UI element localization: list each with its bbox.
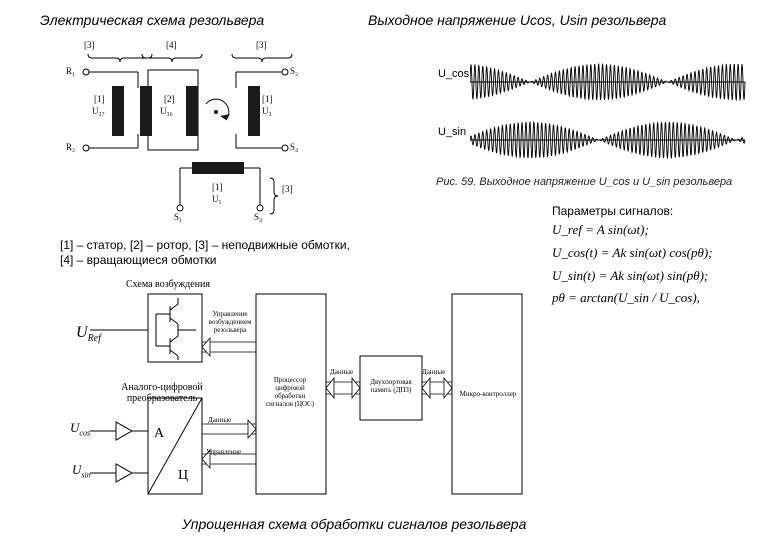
title-resolver-circuit: Электрическая схема резольвера (40, 12, 265, 28)
legend-caption: [1] – статор, [2] – ротор, [3] – неподвижные обмотки, [4] – вращающиеся обмотки (60, 238, 350, 267)
mcu-label: Микро-контроллер (459, 390, 517, 398)
terminal-label-s3: S₃ (254, 212, 263, 222)
dpram-data-right-label: Данные (422, 368, 446, 376)
terminal-label-r2: R₂ (66, 142, 76, 152)
terminal-label-s4: S₄ (290, 142, 299, 152)
winding-bracket-rotor: [2] (164, 94, 175, 104)
uref-label: $U_{Ref}$ (76, 324, 101, 345)
dpram-label: Двухпортовая память (ДПЗ) (370, 378, 412, 394)
bracket-label-left: [3] (84, 40, 95, 50)
formula-uref: U_ref = A sin(ωt); (552, 222, 649, 237)
winding-label-bottom: U₁ (212, 194, 222, 204)
rotor-winding-right (186, 86, 198, 136)
bracket-label-right: [3] (256, 40, 267, 50)
label-usin: U_sin (438, 126, 467, 138)
formula-usin: U_sin(t) = Ak sin(ωt) sin(pθ); (552, 268, 709, 283)
winding-bracket-bottom: [1] (212, 182, 223, 192)
formula-ucos: U_cos(t) = Ak sin(ωt) cos(pθ); (552, 245, 713, 260)
title-signal-processing: Упрощенная схема обработки сигналов резольвера (182, 516, 527, 532)
usin-input-label: $U_{sin}$ (72, 462, 91, 480)
ucos-input-label: $U_{cos}$ (70, 420, 91, 438)
title-output-voltage: Выходное напряжение Ucos, Usin резольвера (368, 12, 667, 28)
winding-label-left: U₃₇ (92, 106, 105, 116)
rotor-winding-left (140, 86, 152, 136)
resolver-circuit-diagram (60, 40, 310, 230)
winding-bracket-left: [1] (94, 94, 105, 104)
terminal-label-s1: S₁ (174, 212, 183, 222)
formula-angle: pθ = arctan(U_sin / U_cos), (552, 290, 700, 305)
waveform-usin (470, 122, 745, 158)
terminal-label-r1: R₁ (66, 66, 76, 76)
adc-analog-letter: А (154, 426, 165, 441)
dsp-label: Процессор цифровой обработки сигналов (ЦОС) (265, 376, 315, 408)
excitation-control-label: Управление возбуждением резольвера (208, 310, 252, 334)
dpram-data-left-label: Данные (330, 368, 354, 376)
terminal-label-s2: S₂ (290, 66, 299, 76)
stator-winding-bottom (192, 162, 244, 174)
stator-winding-left (112, 86, 124, 136)
winding-label-right: U₃ (262, 106, 272, 116)
waveform-plot (470, 60, 750, 176)
adc-label: Аналого-цифровой преобразователь (121, 382, 203, 404)
adc-control-label: Управление (206, 448, 242, 456)
signal-params-title: Параметры сигналов: (552, 204, 674, 218)
adc-data-label: Данные (208, 416, 232, 424)
winding-bracket-right: [1] (262, 94, 273, 104)
winding-bracket-bottom-right: [3] (282, 184, 293, 194)
label-ucos: U_cos (438, 68, 470, 80)
adc-digital-letter: Ц (178, 468, 189, 483)
winding-label-rotor: U₃₆ (160, 106, 173, 116)
bracket-label-middle: [4] (166, 40, 177, 50)
excitation-label: Схема возбуждения (126, 279, 210, 290)
waveform-ucos (470, 64, 745, 100)
stator-winding-right (248, 86, 260, 136)
waveform-caption: Рис. 59. Выходное напряжение U_cos и U_sin резольвера (436, 176, 733, 188)
